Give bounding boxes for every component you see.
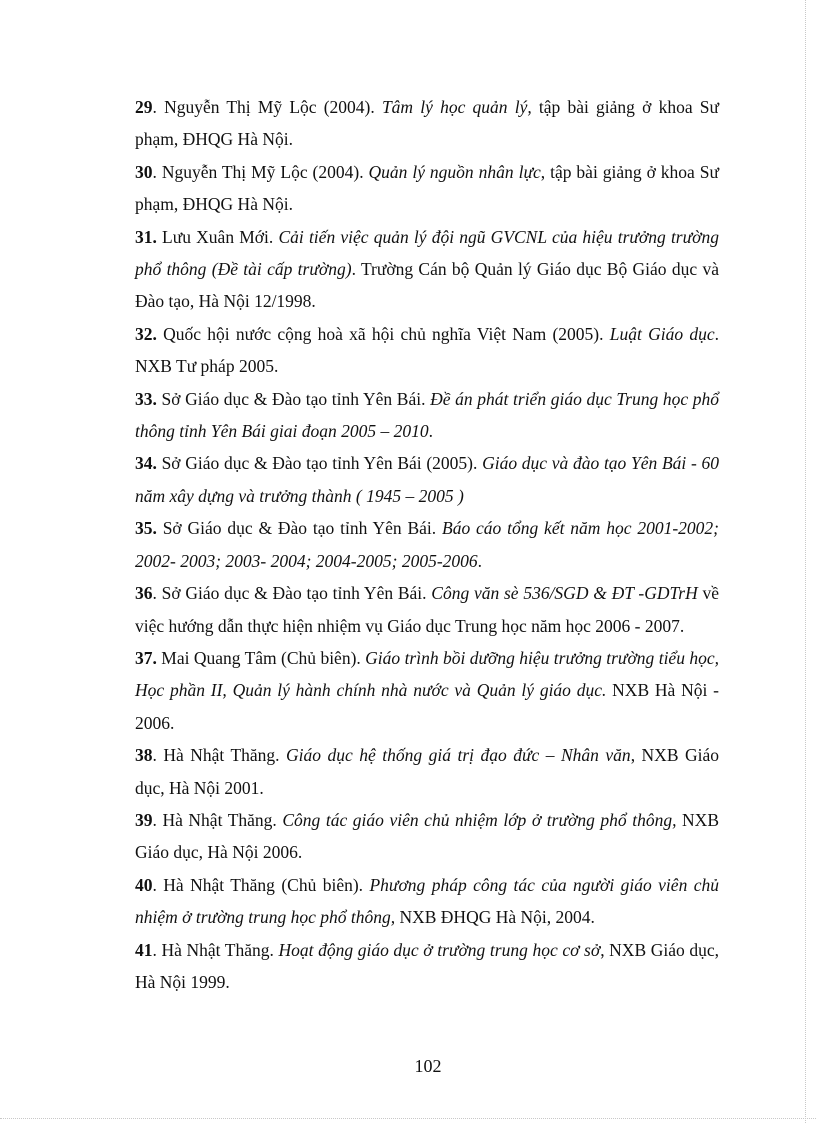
reference-item bbox=[135, 156, 719, 221]
reference-number: 40 bbox=[135, 874, 153, 895]
reference-author: Sở Giáo dục & Đào tạo tỉnh Yên Bái (2005). bbox=[156, 453, 483, 474]
reference-details: NXB Hà Nội - 2006. bbox=[135, 680, 719, 733]
reference-author: Hà Nhật Thăng. bbox=[156, 809, 283, 830]
reference-number: 32. bbox=[135, 323, 157, 344]
reference-author: Sở Giáo dục & Đào tạo tỉnh Yên Bái. bbox=[156, 583, 432, 604]
reference-title: Luật Giáo dục bbox=[609, 323, 715, 344]
reference-number: 34. bbox=[135, 453, 157, 474]
reference-punct: . bbox=[152, 939, 157, 960]
reference-title: Phương pháp công tác của người giáo viên chủ nhiệm ở trường trung học phổ thông, bbox=[135, 874, 719, 928]
reference-title: Giáo trình bồi dưỡng hiệu trưởng trường tiểu học, Học phần II, Quản lý hành chính nhà nước và Quản lý giáo dục. bbox=[135, 647, 719, 701]
reference-punct: . bbox=[152, 874, 157, 895]
reference-title: Giáo dục và đào tạo Yên Bái - 60 năm xây dựng và trưởng thành ( 1945 – 2005 ) bbox=[135, 453, 719, 506]
reference-author: Nguyễn Thị Mỹ Lộc (2004). bbox=[156, 161, 369, 182]
reference-author: Hà Nhật Thăng. bbox=[156, 745, 287, 766]
reference-details: NXB ĐHQG Hà Nội, 2004. bbox=[395, 907, 595, 928]
reference-item bbox=[135, 869, 719, 934]
reference-number: 37. bbox=[135, 647, 157, 668]
reference-title: Công tác giáo viên chủ nhiệm lớp ở trường phổ thông, bbox=[282, 809, 677, 830]
reference-details: về việc hướng dẫn thực hiện nhiệm vụ Giáo dục Trung học năm học 2006 - 2007. bbox=[135, 583, 719, 636]
reference-details: , tập bài giảng ở khoa Sư phạm, ĐHQG Hà Nội. bbox=[135, 161, 719, 215]
reference-details: . bbox=[477, 550, 483, 571]
reference-author: Hà Nhật Thăng. bbox=[156, 939, 279, 960]
reference-punct: . bbox=[152, 97, 157, 117]
reference-item bbox=[135, 739, 719, 804]
reference-author: Sở Giáo dục & Đào tạo tỉnh Yên Bái. bbox=[156, 388, 431, 409]
page-border-bottom bbox=[0, 1118, 816, 1119]
reference-title: Giáo dục hệ thống giá trị đạo đức – Nhân văn bbox=[286, 745, 631, 766]
reference-details: . NXB Tư pháp 2005. bbox=[135, 323, 719, 377]
reference-item bbox=[135, 642, 719, 739]
reference-number: 39 bbox=[135, 809, 153, 830]
reference-author: Mai Quang Tâm (Chủ biên). bbox=[156, 647, 366, 668]
reference-details: . bbox=[428, 421, 433, 442]
reference-punct: . bbox=[152, 161, 157, 182]
reference-item bbox=[135, 934, 719, 999]
reference-item bbox=[135, 577, 719, 642]
reference-number: 41 bbox=[135, 939, 153, 960]
reference-punct: . bbox=[152, 745, 157, 766]
reference-title: Hoạt động giáo dục ở trường trung học cơ sở bbox=[278, 939, 601, 960]
reference-details: NXB Giáo dục, Hà Nội 2006. bbox=[135, 809, 719, 863]
reference-details: . Trường Cán bộ Quản lý Giáo dục Bộ Giáo dục và Đào tạo, Hà Nội 12/1998. bbox=[135, 259, 719, 312]
reference-number: 38 bbox=[135, 745, 153, 766]
reference-item bbox=[135, 91, 719, 156]
reference-number: 33. bbox=[135, 388, 157, 409]
reference-punct: . bbox=[152, 809, 157, 830]
reference-details: tập bài giảng ở khoa Sư phạm, ĐHQG Hà Nội. bbox=[135, 97, 719, 150]
reference-details: , NXB Giáo dục, Hà Nội 1999. bbox=[135, 939, 719, 992]
page-border-right bbox=[805, 0, 806, 1123]
reference-number: 31. bbox=[135, 226, 157, 247]
reference-title: Báo cáo tổng kết năm học 2001-2002; 2002- 2003; 2003- 2004; 2004-2005; 2005-2006 bbox=[135, 518, 720, 571]
reference-author: Lưu Xuân Mới. bbox=[156, 226, 279, 247]
reference-author: Sở Giáo dục & Đào tạo tỉnh Yên Bái. bbox=[156, 518, 442, 539]
reference-item bbox=[135, 318, 719, 383]
reference-author: Hà Nhật Thăng (Chủ biên). bbox=[156, 874, 370, 895]
reference-number: 35. bbox=[135, 518, 157, 539]
reference-title: Quản lý nguồn nhân lực bbox=[368, 161, 541, 182]
reference-number: 29 bbox=[135, 97, 153, 117]
reference-item bbox=[135, 383, 719, 448]
reference-list bbox=[135, 91, 719, 998]
reference-title: Công văn sè 536/SGD & ĐT -GDTrH bbox=[431, 583, 698, 604]
reference-details: , NXB Giáo dục, Hà Nội 2001. bbox=[135, 745, 720, 798]
reference-title: Tâm lý học quản lý, bbox=[381, 97, 532, 117]
reference-item bbox=[135, 512, 719, 577]
reference-item bbox=[135, 221, 719, 318]
reference-title: Cải tiến việc quản lý đội ngũ GVCNL của hiệu trưởng trường phổ thông (Đề tài cấp trường) bbox=[135, 226, 719, 280]
page-number: 102 bbox=[414, 1056, 442, 1076]
reference-author: Nguyễn Thị Mỹ Lộc (2004). bbox=[156, 97, 382, 117]
reference-title: Đề án phát triển giáo dục Trung học phổ thông tỉnh Yên Bái giai đoạn 2005 – 2010 bbox=[135, 388, 719, 442]
reference-item bbox=[135, 804, 719, 869]
reference-item bbox=[135, 447, 719, 512]
reference-number: 36 bbox=[135, 583, 153, 604]
reference-number: 30 bbox=[135, 161, 153, 182]
reference-punct: . bbox=[152, 583, 157, 604]
reference-author: Quốc hội nước cộng hoà xã hội chủ nghĩa Việt Nam (2005). bbox=[156, 323, 610, 344]
